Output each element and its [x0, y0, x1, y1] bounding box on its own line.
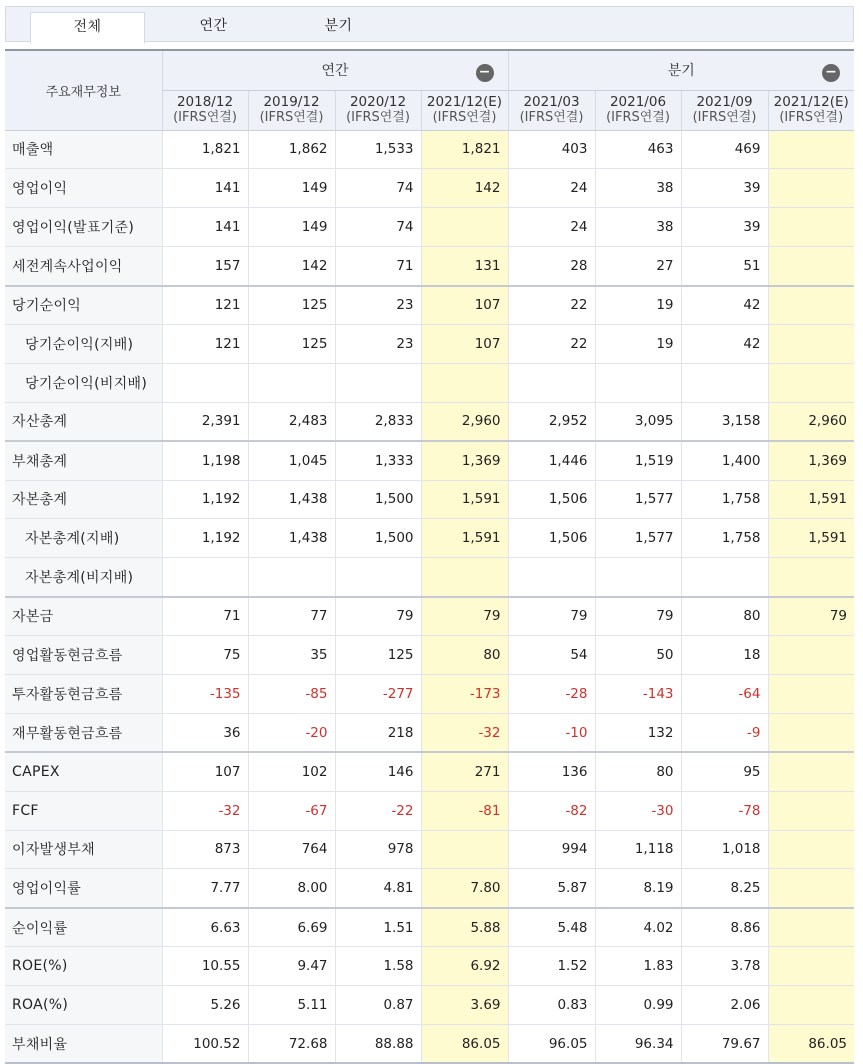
- row-label: 영업이익(발표기준): [5, 208, 162, 247]
- table-cell: -143: [595, 674, 681, 713]
- table-cell: 107: [421, 324, 508, 363]
- table-cell: 978: [335, 830, 421, 869]
- table-row: [5, 636, 854, 675]
- table-cell: [768, 986, 854, 1025]
- table-cell: 2,483: [248, 402, 335, 441]
- table-cell: [162, 558, 248, 597]
- table-cell: 1,519: [595, 441, 681, 480]
- table-row: [5, 363, 854, 402]
- table-cell: 19: [595, 286, 681, 325]
- table-row: [5, 519, 854, 558]
- table-cell: -81: [421, 791, 508, 830]
- financial-summary-table: [5, 49, 854, 1064]
- table-cell: 8.25: [681, 869, 768, 908]
- table-cell: 6.63: [162, 908, 248, 947]
- table-cell: 42: [681, 286, 768, 325]
- minus-circle-icon[interactable]: −: [476, 64, 494, 82]
- table-cell: 3,158: [681, 402, 768, 441]
- row-label: 재무활동현금흐름: [5, 713, 162, 752]
- table-cell: -67: [248, 791, 335, 830]
- row-label: ROE(%): [5, 947, 162, 986]
- table-row: [5, 674, 854, 713]
- table-cell: -32: [421, 713, 508, 752]
- table-cell: 79: [508, 597, 595, 636]
- table-row: [5, 791, 854, 830]
- period-basis: (IFRS연결): [519, 110, 584, 125]
- table-cell: 1,591: [768, 519, 854, 558]
- row-label: 자본금: [5, 597, 162, 636]
- row-label: 이자발생부채: [5, 830, 162, 869]
- table-cell: 994: [508, 830, 595, 869]
- table-cell: [768, 636, 854, 675]
- table-cell: [768, 324, 854, 363]
- table-cell: [768, 286, 854, 325]
- table-cell: 80: [421, 636, 508, 675]
- table-cell: [768, 791, 854, 830]
- table-cell: 8.00: [248, 869, 335, 908]
- table-cell: -173: [421, 674, 508, 713]
- table-cell: 6.69: [248, 908, 335, 947]
- table-cell: 54: [508, 636, 595, 675]
- table-cell: 125: [248, 286, 335, 325]
- table-cell: 1,577: [595, 480, 681, 519]
- table-cell: 96.34: [595, 1024, 681, 1063]
- group-header-annual: 연간 −: [162, 50, 508, 90]
- table-cell: 1,577: [595, 519, 681, 558]
- row-label: ROA(%): [5, 986, 162, 1025]
- table-cell: 0.99: [595, 986, 681, 1025]
- table-cell: 142: [421, 169, 508, 208]
- table-cell: 1,506: [508, 480, 595, 519]
- table-cell: 79.67: [681, 1024, 768, 1063]
- table-cell: 5.11: [248, 986, 335, 1025]
- minus-circle-icon[interactable]: −: [822, 64, 840, 82]
- table-row: [5, 947, 854, 986]
- period-basis: (IFRS연결): [259, 110, 324, 125]
- period-basis: (IFRS연결): [173, 110, 237, 125]
- period-label: 2019/12: [263, 94, 320, 110]
- table-cell: 1,862: [248, 130, 335, 169]
- table-cell: 27: [595, 247, 681, 286]
- table-cell: 39: [681, 208, 768, 247]
- table-cell: 24: [508, 169, 595, 208]
- table-cell: 1,333: [335, 441, 421, 480]
- period-header: [248, 90, 335, 130]
- table-cell: 5.88: [421, 908, 508, 947]
- table-cell: 38: [595, 169, 681, 208]
- table-cell: 271: [421, 752, 508, 791]
- table-cell: 1.51: [335, 908, 421, 947]
- table-cell: 3.69: [421, 986, 508, 1025]
- table-cell: 7.77: [162, 869, 248, 908]
- table-cell: 469: [681, 130, 768, 169]
- row-label: 당기순이익(지배): [5, 324, 162, 363]
- table-cell: -32: [162, 791, 248, 830]
- table-cell: [768, 558, 854, 597]
- table-cell: [768, 947, 854, 986]
- table-cell: 51: [681, 247, 768, 286]
- tab-annual[interactable]: 연간: [199, 18, 228, 34]
- table-cell: 100.52: [162, 1024, 248, 1063]
- table-cell: 157: [162, 247, 248, 286]
- row-label: 영업활동현금흐름: [5, 636, 162, 675]
- table-cell: 8.19: [595, 869, 681, 908]
- table-row: [5, 480, 854, 519]
- table-cell: 149: [248, 208, 335, 247]
- table-cell: 2,960: [421, 402, 508, 441]
- table-cell: 1,192: [162, 519, 248, 558]
- table-cell: 39: [681, 169, 768, 208]
- tab-all[interactable]: 전체: [30, 12, 145, 44]
- table-cell: [768, 908, 854, 947]
- table-cell: [768, 869, 854, 908]
- table-cell: 1,500: [335, 480, 421, 519]
- table-cell: 6.92: [421, 947, 508, 986]
- table-cell: 136: [508, 752, 595, 791]
- table-cell: -85: [248, 674, 335, 713]
- row-label: 자산총계: [5, 402, 162, 441]
- period-label: 2021/03: [523, 94, 580, 110]
- row-label: 순이익률: [5, 908, 162, 947]
- table-cell: 4.02: [595, 908, 681, 947]
- table-cell: [768, 363, 854, 402]
- table-cell: 79: [768, 597, 854, 636]
- table-cell: 38: [595, 208, 681, 247]
- table-cell: 1,506: [508, 519, 595, 558]
- table-cell: [421, 558, 508, 597]
- table-cell: 1,192: [162, 480, 248, 519]
- period-header: [595, 90, 681, 130]
- table-cell: 86.05: [768, 1024, 854, 1063]
- period-basis: (IFRS연결): [606, 110, 670, 125]
- period-header: [508, 90, 595, 130]
- table-cell: 36: [162, 713, 248, 752]
- table-cell: 1,821: [421, 130, 508, 169]
- period-label: 2021/09: [696, 94, 753, 110]
- table-row: [5, 441, 854, 480]
- table-cell: [768, 674, 854, 713]
- period-basis: (IFRS연결): [779, 110, 844, 125]
- table-cell: 77: [248, 597, 335, 636]
- table-cell: 1.58: [335, 947, 421, 986]
- period-label: 2020/12: [349, 94, 407, 110]
- table-cell: 141: [162, 208, 248, 247]
- table-cell: 0.83: [508, 986, 595, 1025]
- table-cell: 1,446: [508, 441, 595, 480]
- period-header: [421, 90, 508, 130]
- row-label: 당기순이익(비지배): [5, 363, 162, 402]
- table-cell: 50: [595, 636, 681, 675]
- row-label: FCF: [5, 791, 162, 830]
- table-cell: -78: [681, 791, 768, 830]
- table-cell: 107: [162, 752, 248, 791]
- row-label: 당기순이익: [5, 286, 162, 325]
- table-row: [5, 169, 854, 208]
- table-cell: -22: [335, 791, 421, 830]
- table-cell: [335, 363, 421, 402]
- table-cell: [595, 363, 681, 402]
- table-cell: 2,960: [768, 402, 854, 441]
- table-cell: 1,591: [421, 519, 508, 558]
- corner-header: 주요재무정보: [5, 50, 162, 130]
- table-cell: [681, 363, 768, 402]
- period-basis: (IFRS연결): [346, 110, 410, 125]
- table-cell: 1,591: [768, 480, 854, 519]
- table-cell: -10: [508, 713, 595, 752]
- table-cell: [335, 558, 421, 597]
- table-cell: 2,391: [162, 402, 248, 441]
- tab-quarterly[interactable]: 분기: [324, 18, 353, 34]
- table-cell: [421, 830, 508, 869]
- table-cell: 7.80: [421, 869, 508, 908]
- table-cell: 2,833: [335, 402, 421, 441]
- table-cell: 121: [162, 286, 248, 325]
- row-label: 자본총계(지배): [5, 519, 162, 558]
- table-cell: 4.81: [335, 869, 421, 908]
- table-cell: 764: [248, 830, 335, 869]
- table-cell: 24: [508, 208, 595, 247]
- table-cell: 80: [681, 597, 768, 636]
- table-cell: 1,400: [681, 441, 768, 480]
- row-label: 부채비율: [5, 1024, 162, 1063]
- period-basis: (IFRS연결): [432, 110, 497, 125]
- table-cell: 146: [335, 752, 421, 791]
- table-cell: 2,952: [508, 402, 595, 441]
- table-cell: 463: [595, 130, 681, 169]
- table-cell: 1,369: [768, 441, 854, 480]
- table-cell: 74: [335, 169, 421, 208]
- table-cell: 1,533: [335, 130, 421, 169]
- table-cell: -64: [681, 674, 768, 713]
- table-row: [5, 208, 854, 247]
- table-row: [5, 247, 854, 286]
- table-cell: 88.88: [335, 1024, 421, 1063]
- table-cell: 125: [335, 636, 421, 675]
- table-cell: [768, 830, 854, 869]
- table-cell: 1,500: [335, 519, 421, 558]
- table-cell: 403: [508, 130, 595, 169]
- table-row: [5, 830, 854, 869]
- table-cell: [768, 208, 854, 247]
- table-cell: 1,821: [162, 130, 248, 169]
- table-cell: 142: [248, 247, 335, 286]
- table-cell: [768, 247, 854, 286]
- table-cell: 141: [162, 169, 248, 208]
- period-header: [335, 90, 421, 130]
- table-cell: 79: [421, 597, 508, 636]
- period-header: [162, 90, 248, 130]
- table-cell: 0.87: [335, 986, 421, 1025]
- period-label: 2021/06: [609, 94, 667, 110]
- table-row: [5, 286, 854, 325]
- table-cell: 1,018: [681, 830, 768, 869]
- period-label: 2018/12: [176, 94, 234, 110]
- table-cell: 8.86: [681, 908, 768, 947]
- table-cell: 79: [595, 597, 681, 636]
- table-cell: 1.52: [508, 947, 595, 986]
- row-label: 매출액: [5, 130, 162, 169]
- period-header: [768, 90, 854, 130]
- table-cell: 10.55: [162, 947, 248, 986]
- period-label: 2021/12(E): [773, 94, 849, 110]
- table-cell: -277: [335, 674, 421, 713]
- table-cell: [421, 363, 508, 402]
- table-cell: 5.87: [508, 869, 595, 908]
- table-cell: 9.47: [248, 947, 335, 986]
- table-cell: 35: [248, 636, 335, 675]
- table-cell: [595, 558, 681, 597]
- table-row: [5, 752, 854, 791]
- table-cell: 1,438: [248, 480, 335, 519]
- table-cell: [162, 363, 248, 402]
- table-cell: 873: [162, 830, 248, 869]
- tab-bar: [5, 6, 854, 42]
- table-cell: 28: [508, 247, 595, 286]
- table-cell: 218: [335, 713, 421, 752]
- row-label: 투자활동현금흐름: [5, 674, 162, 713]
- table-cell: 125: [248, 324, 335, 363]
- table-cell: 5.26: [162, 986, 248, 1025]
- table-cell: 96.05: [508, 1024, 595, 1063]
- table-cell: 1,369: [421, 441, 508, 480]
- table-cell: 5.48: [508, 908, 595, 947]
- table-cell: -20: [248, 713, 335, 752]
- table-cell: 1,758: [681, 480, 768, 519]
- table-cell: 75: [162, 636, 248, 675]
- table-cell: 18: [681, 636, 768, 675]
- table-cell: -9: [681, 713, 768, 752]
- table-cell: 131: [421, 247, 508, 286]
- table-cell: 1.83: [595, 947, 681, 986]
- table-cell: [768, 713, 854, 752]
- table-cell: 132: [595, 713, 681, 752]
- table-row: [5, 1024, 854, 1063]
- table-cell: 79: [335, 597, 421, 636]
- table-row: [5, 558, 854, 597]
- table-cell: 23: [335, 324, 421, 363]
- table-cell: 95: [681, 752, 768, 791]
- table-cell: [681, 558, 768, 597]
- table-cell: 72.68: [248, 1024, 335, 1063]
- table-cell: 2.06: [681, 986, 768, 1025]
- row-label: 자본총계: [5, 480, 162, 519]
- table-cell: 3,095: [595, 402, 681, 441]
- table-cell: 86.05: [421, 1024, 508, 1063]
- table-cell: -28: [508, 674, 595, 713]
- period-label: 2021/12(E): [426, 94, 503, 110]
- table-cell: 1,758: [681, 519, 768, 558]
- table-cell: 107: [421, 286, 508, 325]
- table-cell: 22: [508, 286, 595, 325]
- table-cell: 19: [595, 324, 681, 363]
- table-cell: 102: [248, 752, 335, 791]
- row-label: 부채총계: [5, 441, 162, 480]
- table-row: [5, 130, 854, 169]
- group-header-quarterly: 분기 −: [508, 50, 854, 90]
- table-cell: 80: [595, 752, 681, 791]
- table-cell: [768, 752, 854, 791]
- table-cell: [508, 558, 595, 597]
- table-cell: [768, 169, 854, 208]
- period-header: [681, 90, 768, 130]
- table-cell: [421, 208, 508, 247]
- table-row: [5, 402, 854, 441]
- table-cell: [508, 363, 595, 402]
- table-row: [5, 713, 854, 752]
- table-cell: -30: [595, 791, 681, 830]
- table-cell: [768, 130, 854, 169]
- row-label: CAPEX: [5, 752, 162, 791]
- table-row: [5, 597, 854, 636]
- table-cell: -135: [162, 674, 248, 713]
- table-cell: 1,591: [421, 480, 508, 519]
- table-cell: 149: [248, 169, 335, 208]
- table-row: [5, 324, 854, 363]
- table-cell: [248, 363, 335, 402]
- row-label: 세전계속사업이익: [5, 247, 162, 286]
- row-label: 영업이익률: [5, 869, 162, 908]
- table-cell: 1,198: [162, 441, 248, 480]
- table-row: [5, 869, 854, 908]
- table-cell: -82: [508, 791, 595, 830]
- table-cell: 23: [335, 286, 421, 325]
- table-row: [5, 908, 854, 947]
- table-cell: 74: [335, 208, 421, 247]
- row-label: 영업이익: [5, 169, 162, 208]
- period-basis: (IFRS연결): [692, 110, 757, 125]
- row-label: 자본총계(비지배): [5, 558, 162, 597]
- table-row: [5, 986, 854, 1025]
- table-cell: 3.78: [681, 947, 768, 986]
- table-cell: 71: [162, 597, 248, 636]
- table-cell: 42: [681, 324, 768, 363]
- table-cell: 1,438: [248, 519, 335, 558]
- table-cell: 71: [335, 247, 421, 286]
- table-cell: 1,045: [248, 441, 335, 480]
- table-cell: [248, 558, 335, 597]
- table-cell: 121: [162, 324, 248, 363]
- table-cell: 22: [508, 324, 595, 363]
- table-cell: 1,118: [595, 830, 681, 869]
